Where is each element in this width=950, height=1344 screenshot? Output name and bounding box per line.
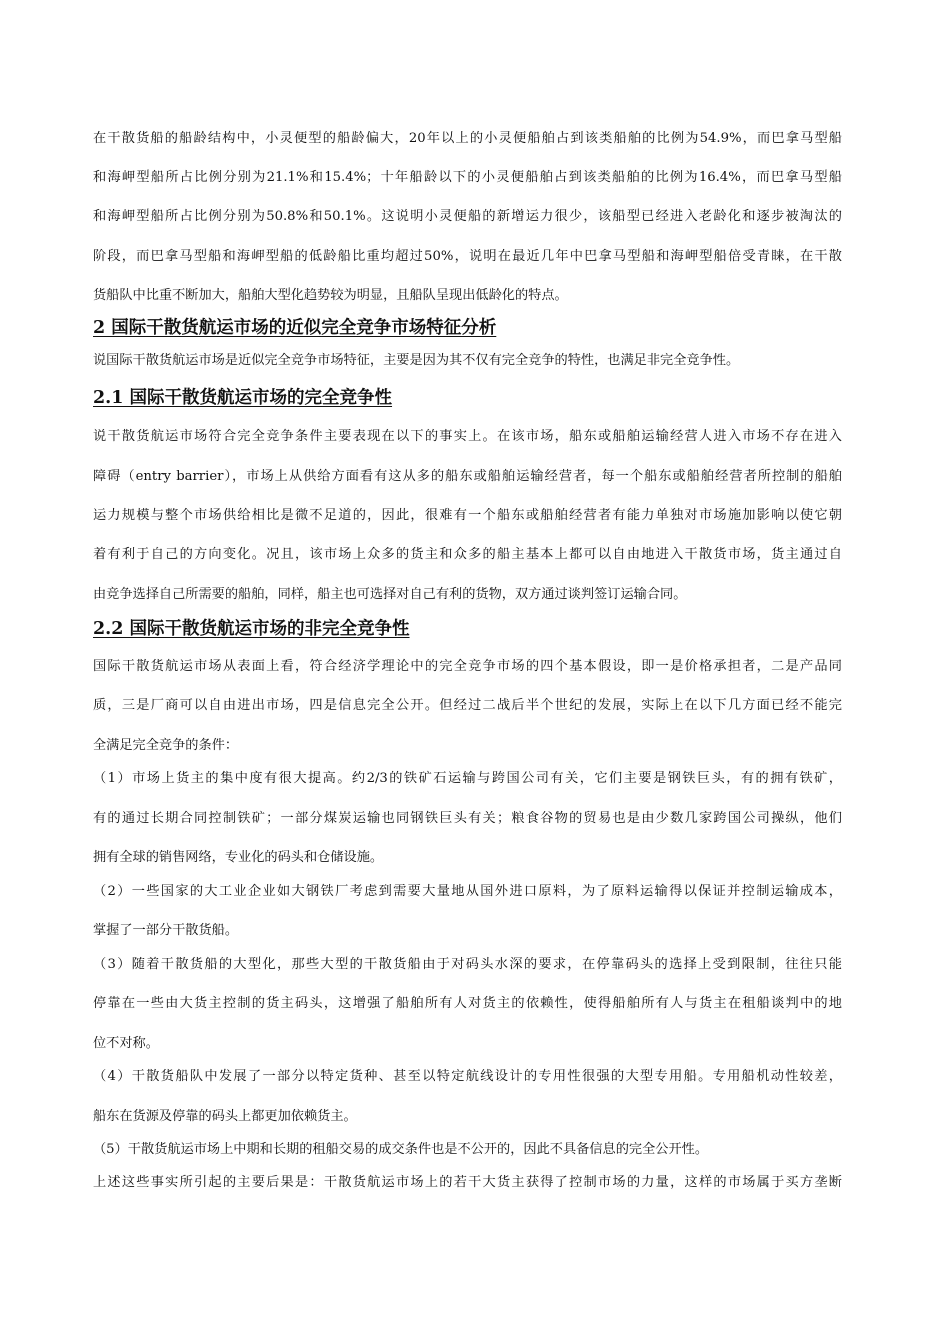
section-heading-2: 2 国际干散货航运市场的近似完全竞争市场特征分析 <box>93 318 497 338</box>
text-line: 和海岬型船所占比例分别为50.8%和50.1%。这说明小灵便船的新增运力很少，该船型已经进入老龄化和逐步被淘汰的 <box>93 209 842 224</box>
text-line: 拥有全球的销售网络，专业化的码头和仓储设施。 <box>93 850 384 865</box>
paragraph-intro: 说国际干散货航运市场是近似完全竞争市场特征，主要是因为其不仅有完全竞争的特性，也满足非完全竞争性。 <box>93 353 740 368</box>
section-heading-2-1: 2.1 国际干散货航运市场的完全竞争性 <box>93 388 393 408</box>
text-line: 运力规模与整个市场供给相比是微不足道的，因此，很难有一个船东或船舶经营者有能力单独对市场施加影响以使它朝 <box>93 508 842 523</box>
text-line: 位不对称。 <box>93 1036 159 1051</box>
text-line: 着有利于自己的方向变化。况且，该市场上众多的货主和众多的船主基本上都可以自由地进入干散货市场，货主通过自 <box>93 547 842 562</box>
text-line: 全满足完全竞争的条件： <box>93 738 239 753</box>
section-heading-2-2: 2.2 国际干散货航运市场的非完全竞争性 <box>93 619 410 639</box>
text-line: （3）随着干散货船的大型化，那些大型的干散货船由于对码头水深的要求，在停靠码头的选择上受到限制，往往只能 <box>93 957 842 972</box>
text-line: 和海岬型船所占比例分别为21.1%和15.4%；十年船龄以下的小灵便船舶占到该类船舶的比例为16.4%，而巴拿马型船 <box>93 170 842 185</box>
text-line: 船东在货源及停靠的码头上都更加依赖货主。 <box>93 1109 357 1124</box>
text-line: （2）一些国家的大工业企业如大钢铁厂考虑到需要大量地从国外进口原料，为了原料运输得以保证并控制运输成本， <box>93 884 842 899</box>
text-line: 说干散货航运市场符合完全竞争条件主要表现在以下的事实上。在该市场，船东或船舶运输经营人进入市场不存在进入 <box>93 429 842 444</box>
text-line: 掌握了一部分干散货船。 <box>93 923 239 938</box>
text-line: 质，三是厂商可以自由进出市场，四是信息完全公开。但经过二战后半个世纪的发展，实际上在以下几方面已经不能完 <box>93 698 842 713</box>
text-line: 障碍（entry barrier），市场上从供给方面看有这从多的船东或船舶运输经营者，每一个船东或船舶经营者所控制的船舶 <box>93 469 842 484</box>
text-line: （4）干散货船队中发展了一部分以特定货种、甚至以特定航线设计的专用性很强的大型专用船。专用船机动性较差， <box>93 1069 842 1084</box>
text-line: 在干散货船的船龄结构中，小灵便型的船龄偏大，20年以上的小灵便船舶占到该类船舶的比例为54.9%，而巴拿马型船 <box>93 131 842 146</box>
text-line: 由竞争选择自己所需要的船舶，同样，船主也可选择对自己有利的货物，双方通过谈判签订运输合同。 <box>93 587 687 602</box>
text-line: 货船队中比重不断加大，船舶大型化趋势较为明显，且船队呈现出低龄化的特点。 <box>93 288 568 303</box>
text-line: 有的通过长期合同控制铁矿；一部分煤炭运输也同钢铁巨头有关；粮食谷物的贸易也是由少数几家跨国公司操纵，他们 <box>93 811 842 826</box>
text-line: 停靠在一些由大货主控制的货主码头，这增强了船舶所有人对货主的依赖性，使得船舶所有人与货主在租船谈判中的地 <box>93 996 842 1011</box>
text-line: 国际干散货航运市场从表面上看，符合经济学理论中的完全竞争市场的四个基本假设，即一是价格承担者，二是产品同 <box>93 659 842 674</box>
paragraph-consequence: 上述这些事实所引起的主要后果是：干散货航运市场上的若干大货主获得了控制市场的力量，这样的市场属于买方垄断 <box>93 1175 842 1190</box>
list-item-5: （5）干散货航运市场上中期和长期的租船交易的成交条件也是不公开的，因此不具备信息的完全公开性。 <box>93 1142 709 1157</box>
text-line: 阶段，而巴拿马型船和海岬型船的低龄船比重均超过50%，说明在最近几年中巴拿马型船和海岬型船倍受青睐，在干散 <box>93 249 842 264</box>
text-line: （1）市场上货主的集中度有很大提高。约2/3的铁矿石运输与跨国公司有关，它们主要是钢铁巨头，有的拥有铁矿， <box>93 771 842 786</box>
